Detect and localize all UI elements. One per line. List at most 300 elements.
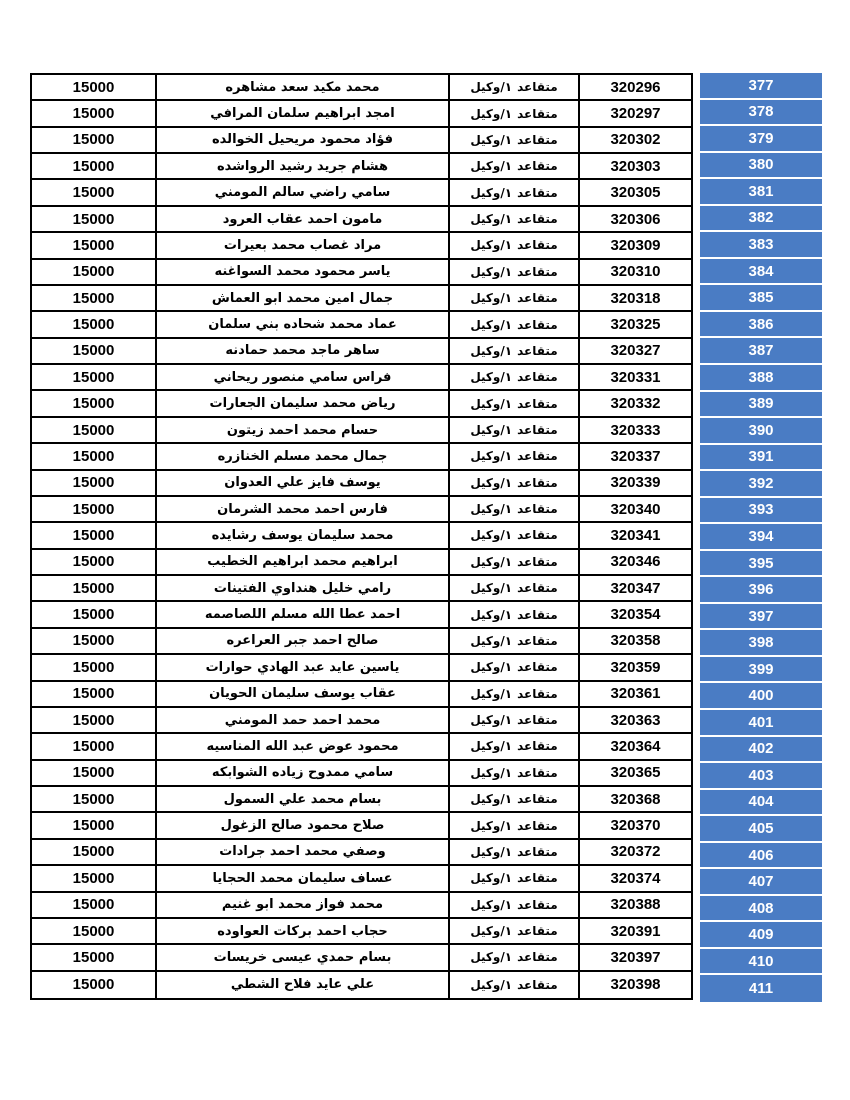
registration-number-cell: 320310: [610, 263, 661, 281]
rank-word: متقاعد: [517, 370, 558, 385]
rank-word: متقاعد: [517, 924, 558, 939]
rank-number: /١: [500, 739, 513, 754]
serial-cell: 396: [700, 577, 822, 604]
rank-word: متقاعد: [517, 686, 558, 701]
name-cell: محمد فواز محمد ابو غنيم: [157, 893, 450, 917]
table-row: [32, 629, 691, 655]
amount-cell: 15000: [32, 101, 157, 125]
amount-cell: 15000: [32, 497, 157, 521]
rank-cell: [450, 75, 580, 99]
table-row: [32, 101, 691, 127]
registration-number-cell: 320306: [610, 210, 661, 228]
table-row: [32, 365, 691, 391]
rank-cell: [450, 207, 580, 231]
rank-cell: [450, 576, 580, 600]
rank-word: وكيل: [470, 396, 501, 411]
table-row: [32, 339, 691, 365]
rank-cell: [450, 471, 580, 495]
rank-word: متقاعد: [517, 765, 558, 780]
name-cell: جمال محمد مسلم الخنازره: [157, 444, 450, 468]
rank-number: /١: [500, 264, 513, 279]
rank-cell: [450, 734, 580, 758]
rank-word: متقاعد: [517, 739, 558, 754]
table-row: [32, 945, 691, 971]
table-row: [32, 471, 691, 497]
name-cell: مراد غصاب محمد بعيرات: [157, 233, 450, 257]
rank-word: متقاعد: [517, 554, 558, 569]
amount-cell: 15000: [32, 523, 157, 547]
serial-cell: 379: [700, 126, 822, 153]
amount-cell: 15000: [32, 365, 157, 389]
name-cell: سامي ممدوح زياده الشوابكه: [157, 761, 450, 785]
registration-number-cell: 320296: [610, 78, 661, 96]
table-row: [32, 207, 691, 233]
rank-number: /١: [500, 475, 513, 490]
name-cell: احمد عطا الله مسلم اللصاصمه: [157, 602, 450, 626]
serial-cell: 401: [700, 710, 822, 737]
rank-cell: [450, 101, 580, 125]
rank-word: متقاعد: [517, 159, 558, 174]
table-row: [32, 893, 691, 919]
rank-word: متقاعد: [517, 396, 558, 411]
table-row: [32, 523, 691, 549]
rank-word: وكيل: [470, 423, 501, 437]
registration-number-cell: 320354: [610, 606, 661, 624]
rank-word: متقاعد: [517, 212, 558, 227]
name-cell: رامي خليل هنداوي الفتينات: [157, 576, 450, 600]
rank-word: متقاعد: [517, 977, 558, 992]
rank-number: /١: [500, 844, 513, 859]
rank-number: /١: [500, 423, 513, 437]
rank-word: وكيل: [470, 159, 501, 174]
rank-cell: [450, 840, 580, 864]
rank-word: متقاعد: [517, 871, 558, 886]
registration-number-cell: 320364: [610, 737, 661, 755]
rank-word: وكيل: [470, 950, 501, 965]
rank-word: متقاعد: [517, 633, 558, 648]
table-row: [32, 391, 691, 417]
table-row: [32, 734, 691, 760]
serial-cell: 380: [700, 153, 822, 180]
registration-number-cell: 320398: [610, 976, 661, 994]
serial-cell: 400: [700, 683, 822, 710]
serial-cell: 378: [700, 100, 822, 127]
registration-number-cell: 320358: [610, 632, 661, 650]
rank-cell: [450, 444, 580, 468]
registration-number-cell: 320302: [610, 131, 661, 149]
rank-word: وكيل: [470, 607, 501, 622]
registration-number-cell: 320331: [610, 368, 661, 386]
rank-word: متقاعد: [517, 581, 558, 596]
table-row: [32, 444, 691, 470]
registration-number-cell: 320337: [610, 447, 661, 465]
registration-number-cell: 320305: [610, 184, 661, 202]
rank-word: وكيل: [470, 502, 501, 517]
serial-cell: 403: [700, 763, 822, 790]
rank-word: متقاعد: [517, 449, 558, 464]
name-cell: فؤاد محمود مريحيل الخوالده: [157, 128, 450, 152]
amount-cell: 15000: [32, 312, 157, 336]
name-cell: علي عايد فلاح الشطي: [157, 972, 450, 998]
name-cell: عساف سليمان محمد الحجايا: [157, 866, 450, 890]
registration-number-cell: 320332: [610, 395, 661, 413]
rank-word: وكيل: [470, 80, 501, 95]
registration-number-cell: 320359: [610, 658, 661, 676]
rank-cell: [450, 260, 580, 284]
rank-word: متقاعد: [517, 238, 558, 253]
table-row: [32, 576, 691, 602]
amount-cell: 15000: [32, 629, 157, 653]
rank-word: متقاعد: [517, 132, 558, 147]
registration-number-cell: 320370: [610, 817, 661, 835]
registration-number-cell: 320318: [610, 289, 661, 307]
rank-number: /١: [500, 765, 513, 780]
rank-number: /١: [500, 212, 513, 227]
rank-cell: [450, 602, 580, 626]
rank-number: /١: [500, 132, 513, 147]
registration-number-cell: 320340: [610, 500, 661, 518]
name-cell: فارس احمد محمد الشرمان: [157, 497, 450, 521]
serial-number-column: [700, 73, 822, 1002]
rank-number: /١: [500, 792, 513, 807]
amount-cell: 15000: [32, 339, 157, 363]
name-cell: عقاب يوسف سليمان الحويان: [157, 682, 450, 706]
rank-word: وكيل: [470, 765, 501, 780]
rank-word: وكيل: [470, 713, 501, 728]
name-cell: حجاب احمد بركات العواوده: [157, 919, 450, 943]
rank-word: وكيل: [470, 106, 501, 121]
rank-word: وكيل: [470, 132, 501, 147]
registration-number-cell: 320327: [610, 342, 661, 360]
serial-cell: 385: [700, 285, 822, 312]
rank-cell: [450, 180, 580, 204]
amount-cell: 15000: [32, 391, 157, 415]
rank-word: متقاعد: [517, 950, 558, 965]
rank-word: متقاعد: [517, 528, 558, 543]
name-cell: ساهر ماجد محمد حمادنه: [157, 339, 450, 363]
rank-number: /١: [500, 502, 513, 517]
rank-word: متقاعد: [517, 185, 558, 200]
rank-cell: [450, 682, 580, 706]
rank-cell: [450, 418, 580, 442]
serial-cell: 411: [700, 975, 822, 1002]
rank-word: وكيل: [470, 475, 501, 490]
registration-number-cell: 320361: [610, 685, 661, 703]
rank-cell: [450, 708, 580, 732]
serial-cell: 394: [700, 524, 822, 551]
serial-cell: 390: [700, 418, 822, 445]
serial-cell: 392: [700, 471, 822, 498]
serial-cell: 381: [700, 179, 822, 206]
table-row: [32, 418, 691, 444]
serial-cell: 393: [700, 498, 822, 525]
rank-word: متقاعد: [517, 317, 558, 332]
rank-word: وكيل: [470, 871, 501, 886]
table-row: [32, 682, 691, 708]
rank-word: متقاعد: [517, 607, 558, 622]
rank-word: وكيل: [470, 554, 501, 569]
rank-cell: [450, 945, 580, 969]
table-row: [32, 787, 691, 813]
rank-word: متقاعد: [517, 897, 558, 912]
rank-cell: [450, 312, 580, 336]
rank-cell: [450, 629, 580, 653]
rank-word: متقاعد: [517, 264, 558, 279]
serial-cell: 388: [700, 365, 822, 392]
amount-cell: 15000: [32, 233, 157, 257]
rank-word: وكيل: [470, 449, 501, 464]
rank-word: وكيل: [470, 818, 501, 833]
rank-word: متقاعد: [517, 343, 558, 358]
rank-word: وكيل: [470, 633, 501, 648]
amount-cell: 15000: [32, 708, 157, 732]
rank-cell: [450, 339, 580, 363]
table-row: [32, 761, 691, 787]
table-row: [32, 919, 691, 945]
table-row: [32, 813, 691, 839]
rank-number: /١: [500, 185, 513, 200]
registration-number-cell: 320391: [610, 922, 661, 940]
serial-cell: 395: [700, 551, 822, 578]
rank-cell: [450, 919, 580, 943]
table-row: [32, 233, 691, 259]
rank-number: /١: [500, 977, 513, 992]
rank-word: وكيل: [470, 844, 501, 859]
rank-word: وكيل: [470, 185, 501, 200]
rank-number: /١: [500, 818, 513, 833]
rank-cell: [450, 972, 580, 998]
table-row: [32, 260, 691, 286]
name-cell: حسام محمد احمد زيتون: [157, 418, 450, 442]
rank-word: متقاعد: [517, 818, 558, 833]
amount-cell: 15000: [32, 128, 157, 152]
amount-cell: 15000: [32, 655, 157, 679]
registration-number-cell: 320297: [610, 105, 661, 123]
serial-cell: 387: [700, 338, 822, 365]
amount-cell: 15000: [32, 602, 157, 626]
rank-cell: [450, 497, 580, 521]
amount-cell: 15000: [32, 550, 157, 574]
name-cell: بسام محمد علي السمول: [157, 787, 450, 811]
rank-word: وكيل: [470, 924, 501, 939]
rank-number: /١: [500, 80, 513, 95]
registration-number-cell: 320303: [610, 157, 661, 175]
rank-word: متقاعد: [517, 106, 558, 121]
amount-cell: 15000: [32, 154, 157, 178]
serial-cell: 389: [700, 392, 822, 419]
table-row: [32, 75, 691, 101]
amount-cell: 15000: [32, 682, 157, 706]
name-cell: ياسر محمود محمد السواغنه: [157, 260, 450, 284]
rank-cell: [450, 893, 580, 917]
table-row: [32, 497, 691, 523]
rank-word: متقاعد: [517, 844, 558, 859]
name-cell: محمد مكيد سعد مشاهره: [157, 75, 450, 99]
name-cell: محمد احمد حمد المومني: [157, 708, 450, 732]
table-row: [32, 154, 691, 180]
registration-number-cell: 320363: [610, 711, 661, 729]
serial-cell: 406: [700, 843, 822, 870]
amount-cell: 15000: [32, 840, 157, 864]
amount-cell: 15000: [32, 180, 157, 204]
amount-cell: 15000: [32, 761, 157, 785]
rank-cell: [450, 128, 580, 152]
rank-word: متقاعد: [517, 291, 558, 306]
table-row: [32, 708, 691, 734]
name-cell: سامي راضي سالم المومني: [157, 180, 450, 204]
amount-cell: 15000: [32, 260, 157, 284]
rank-number: /١: [500, 871, 513, 886]
rank-number: /١: [500, 370, 513, 385]
rank-word: متقاعد: [517, 475, 558, 490]
serial-cell: 382: [700, 206, 822, 233]
table-row: [32, 602, 691, 628]
rank-word: وكيل: [470, 528, 501, 543]
rank-cell: [450, 655, 580, 679]
registration-number-cell: 320341: [610, 526, 661, 544]
amount-cell: 15000: [32, 813, 157, 837]
table-row: [32, 866, 691, 892]
table-row: [32, 655, 691, 681]
table-row: [32, 550, 691, 576]
rank-number: /١: [500, 396, 513, 411]
name-cell: صالح احمد جبر العراعره: [157, 629, 450, 653]
rank-cell: [450, 550, 580, 574]
serial-cell: 407: [700, 869, 822, 896]
name-cell: بسام حمدي عيسى خريسات: [157, 945, 450, 969]
amount-cell: 15000: [32, 75, 157, 99]
rank-number: /١: [500, 106, 513, 121]
payment-table: [30, 73, 693, 1000]
registration-number-cell: 320339: [610, 474, 661, 492]
rank-number: /١: [500, 581, 513, 596]
serial-cell: 402: [700, 737, 822, 764]
name-cell: ياسين عايد عبد الهادي حوارات: [157, 655, 450, 679]
table-row: [32, 312, 691, 338]
registration-number-cell: 320333: [610, 421, 661, 439]
amount-cell: 15000: [32, 576, 157, 600]
rank-number: /١: [500, 343, 513, 358]
amount-cell: 15000: [32, 866, 157, 890]
rank-word: وكيل: [470, 212, 501, 227]
serial-cell: 397: [700, 604, 822, 631]
amount-cell: 15000: [32, 444, 157, 468]
amount-cell: 15000: [32, 893, 157, 917]
registration-number-cell: 320374: [610, 869, 661, 887]
rank-word: متقاعد: [517, 792, 558, 807]
name-cell: فراس سامي منصور ريحاني: [157, 365, 450, 389]
name-cell: هشام جريد رشيد الرواشده: [157, 154, 450, 178]
name-cell: يوسف فايز علي العدوان: [157, 471, 450, 495]
name-cell: امجد ابراهيم سلمان المرافي: [157, 101, 450, 125]
rank-cell: [450, 233, 580, 257]
serial-cell: 383: [700, 232, 822, 259]
rank-number: /١: [500, 449, 513, 464]
registration-number-cell: 320368: [610, 790, 661, 808]
rank-number: /١: [500, 238, 513, 253]
rank-word: متقاعد: [517, 713, 558, 728]
table-row: [32, 972, 691, 998]
rank-number: /١: [500, 291, 513, 306]
amount-cell: 15000: [32, 787, 157, 811]
registration-number-cell: 320365: [610, 764, 661, 782]
serial-cell: 384: [700, 259, 822, 286]
serial-cell: 405: [700, 816, 822, 843]
rank-word: متقاعد: [517, 502, 558, 517]
rank-cell: [450, 365, 580, 389]
registration-number-cell: 320346: [610, 553, 661, 571]
serial-cell: 391: [700, 445, 822, 472]
amount-cell: 15000: [32, 286, 157, 310]
amount-cell: 15000: [32, 418, 157, 442]
rank-word: وكيل: [470, 660, 501, 675]
rank-word: وكيل: [470, 686, 501, 701]
rank-cell: [450, 391, 580, 415]
name-cell: عماد محمد شحاده بني سلمان: [157, 312, 450, 336]
name-cell: ابراهيم محمد ابراهيم الخطيب: [157, 550, 450, 574]
rank-number: /١: [500, 528, 513, 543]
rank-cell: [450, 523, 580, 547]
rank-number: /١: [500, 950, 513, 965]
rank-number: /١: [500, 686, 513, 701]
registration-number-cell: 320388: [610, 896, 661, 914]
rank-word: متقاعد: [517, 660, 558, 675]
rank-word: وكيل: [470, 238, 501, 253]
name-cell: رياض محمد سليمان الجعارات: [157, 391, 450, 415]
amount-cell: 15000: [32, 972, 157, 998]
rank-number: /١: [500, 554, 513, 569]
rank-word: وكيل: [470, 264, 501, 279]
serial-cell: 386: [700, 312, 822, 339]
rank-cell: [450, 761, 580, 785]
rank-word: متقاعد: [517, 80, 558, 95]
amount-cell: 15000: [32, 207, 157, 231]
rank-cell: [450, 286, 580, 310]
amount-cell: 15000: [32, 734, 157, 758]
rank-cell: [450, 813, 580, 837]
table-row: [32, 840, 691, 866]
rank-word: وكيل: [470, 792, 501, 807]
name-cell: محمد سليمان يوسف رشايده: [157, 523, 450, 547]
serial-cell: 404: [700, 790, 822, 817]
rank-word: وكيل: [470, 370, 501, 385]
registration-number-cell: 320325: [610, 316, 661, 334]
rank-number: /١: [500, 924, 513, 939]
rank-number: /١: [500, 897, 513, 912]
registration-number-cell: 320372: [610, 843, 661, 861]
name-cell: مامون احمد عقاب العرود: [157, 207, 450, 231]
rank-word: وكيل: [470, 343, 501, 358]
rank-word: وكيل: [470, 977, 501, 992]
registration-number-cell: 320309: [610, 236, 661, 254]
name-cell: جمال امين محمد ابو العماش: [157, 286, 450, 310]
name-cell: وصفي محمد احمد جرادات: [157, 840, 450, 864]
serial-cell: 398: [700, 630, 822, 657]
serial-cell: 408: [700, 896, 822, 923]
rank-number: /١: [500, 633, 513, 648]
serial-cell: 409: [700, 922, 822, 949]
serial-cell: 410: [700, 949, 822, 976]
amount-cell: 15000: [32, 919, 157, 943]
table-row: [32, 128, 691, 154]
registration-number-cell: 320397: [610, 948, 661, 966]
rank-cell: [450, 866, 580, 890]
name-cell: صلاح محمود صالح الزغول: [157, 813, 450, 837]
table-row: [32, 180, 691, 206]
amount-cell: 15000: [32, 471, 157, 495]
name-cell: محمود عوض عبد الله المناسيه: [157, 734, 450, 758]
rank-word: وكيل: [470, 581, 501, 596]
